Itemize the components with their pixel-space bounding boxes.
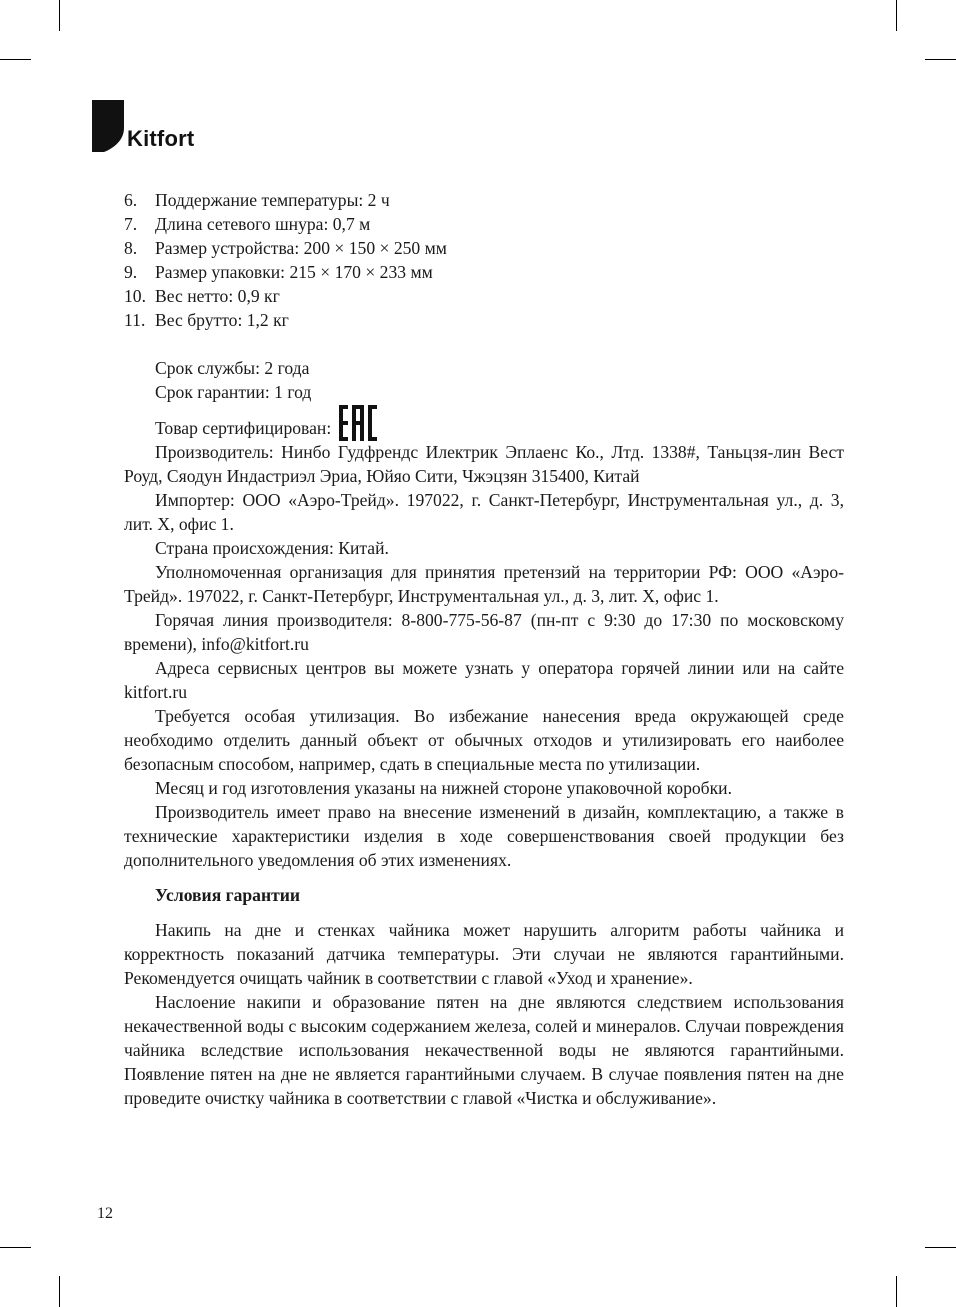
spec-item: 7. Длина сетевого шнура: 0,7 м — [124, 214, 371, 234]
eac-mark-icon — [338, 404, 378, 442]
hotline-paragraph: Горячая линия производителя: 8-800-775-56-87 (пн-пт с 9:30 до 17:30 по московскому времени), info@kitfort.ru — [124, 610, 844, 654]
spec-item: 9. Размер упаковки: 215 × 170 × 233 мм — [124, 262, 433, 282]
spec-item: 10. Вес нетто: 0,9 кг — [124, 286, 280, 306]
warranty-heading: Условия гарантии — [155, 885, 301, 905]
origin-paragraph: Страна происхождения: Китай. — [155, 538, 389, 558]
crop-mark-top-right-h — [925, 59, 956, 60]
kitfort-mark-icon — [92, 100, 124, 152]
page-content — [124, 188, 844, 1110]
product-meta — [124, 356, 844, 440]
brand-name: Kitfort — [127, 126, 195, 151]
certified-label: Товар сертифицирован: — [155, 418, 332, 438]
service-life: Срок службы: 2 года — [155, 358, 310, 378]
spec-item: 8. Размер устройства: 200 × 150 × 250 мм — [124, 238, 447, 258]
certification-line — [155, 404, 844, 440]
crop-mark-bottom-right-h — [925, 1247, 956, 1248]
spec-item: 11. Вес брутто: 1,2 кг — [124, 310, 289, 330]
crop-mark-bottom-left-v — [59, 1276, 60, 1307]
crop-mark-bottom-left-h — [0, 1247, 31, 1248]
warranty-paragraph: Накипь на дне и стенках чайника может нарушить алгоритм работы чайника и корректность показаний датчика температуры. Эти случаи не являются гарантийными. Рекомендуется очищать чайник в соответствии с главой «Уход и хранение». — [124, 920, 844, 988]
crop-mark-top-right-v — [896, 0, 897, 31]
crop-mark-bottom-right-v — [896, 1276, 897, 1307]
warranty-paragraph: Наслоение накипи и образование пятен на дне являются следствием использования некачественной воды с высоким содержанием железа, солей и минералов. Случаи повреждения чайника вследствие использования некачественной воды не являются гарантийными. Появление пятен на дне не является гарантийными случаем. В случае появления пятен на дне проведите очистку чайника в соответствии с главой «Чистка и обслуживание». — [124, 992, 844, 1108]
changes-paragraph: Производитель имеет право на внесение изменений в дизайн, комплектацию, а также в технические характеристики изделия в ходе совершенствования своей продукции без дополнительного уведомления об этих изменениях. — [124, 802, 844, 870]
brand-logo — [92, 100, 194, 152]
disposal-paragraph: Требуется особая утилизация. Во избежание нанесения вреда окружающей среде необходимо отделить данный объект от обычных отходов и утилизировать его наиболее безопасным способом, например, сдать в специальные места по утилизации. — [124, 706, 844, 774]
spec-item: 6. Поддержание температуры: 2 ч — [124, 190, 390, 210]
page-number: 12 — [97, 1205, 113, 1222]
manufacture-date-paragraph: Месяц и год изготовления указаны на нижней стороне упаковочной коробки. — [155, 778, 732, 798]
crop-mark-top-left-h — [0, 59, 31, 60]
service-centers-paragraph: Адреса сервисных центров вы можете узнать у оператора горячей линии или на сайте kitfort.ru — [124, 658, 844, 702]
authorized-org-paragraph: Уполномоченная организация для принятия претензий на территории РФ: ООО «Аэро-Трейд». 197022, г. Санкт-Петербург, Инструментальная ул., д. 3, лит. Х, офис 1. — [124, 562, 844, 606]
crop-mark-top-left-v — [59, 0, 60, 31]
warranty-period: Срок гарантии: 1 год — [155, 382, 312, 402]
importer-paragraph: Импортер: ООО «Аэро-Трейд». 197022, г. Санкт-Петербург, Инструментальная ул., д. 3, лит. Х, офис 1. — [124, 490, 844, 534]
manufacturer-paragraph: Производитель: Нинбо Гудфрендс Илектрик Эплаенс Ко., Лтд. 1338#, Таньцзя-лин Вест Роуд, Сяодун Индастриэл Эриа, Юйяо Сити, Чжэцзян 315400, Китай — [124, 442, 844, 486]
spec-list — [124, 188, 844, 332]
